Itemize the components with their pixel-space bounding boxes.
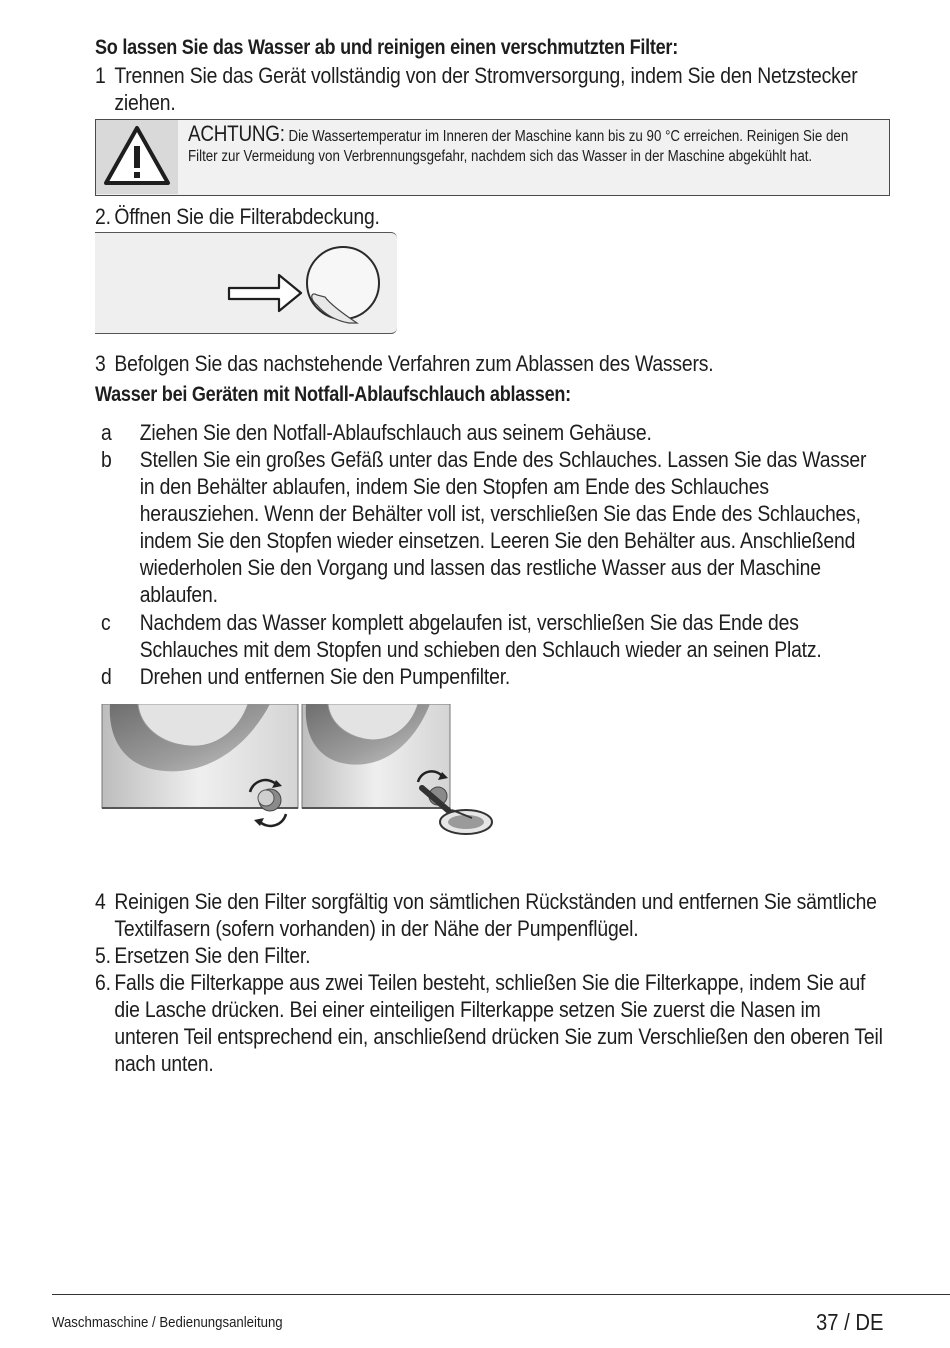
step-number: 1 — [95, 63, 106, 88]
warning-triangle-icon — [96, 120, 178, 194]
substep-text: Drehen und entfernen Sie den Pumpenfilter. — [139, 664, 511, 689]
step-text: Trennen Sie das Gerät vollständig von der Stromversorgung, indem Sie den Netzstecker ziehen. — [114, 63, 858, 115]
substep-letter: c — [101, 610, 111, 635]
warning-label: ACHTUNG: — [188, 121, 285, 146]
warning-body: Die Wassertemperatur im Inneren der Maschine kann bis zu 90 °C erreichen. Reinigen Sie den Filter zur Vermeidung von Verbrennungsgefahr, nachdem sich das Wasser in der Maschine abgekühlt hat. — [188, 128, 849, 165]
warning-text — [188, 121, 859, 167]
step-number: 4 — [95, 889, 106, 914]
page-number: 37 / DE — [816, 1309, 884, 1335]
step-number: 2. — [95, 204, 111, 229]
step-text: Falls die Filterkappe aus zwei Teilen besteht, schließen Sie die Filterkappe, indem Sie auf die Lasche drücken. Bei einer einteiligen Filterkappe setzen Sie zuerst die Nasen im unteren Teil entsprechend ein, anschließend drücken Sie zum Verschließen den oberen Teil nach unten. — [114, 970, 883, 1076]
substep-text: Ziehen Sie den Notfall-Ablaufschlauch aus seinem Gehäuse. — [139, 420, 652, 445]
step-number: 3 — [95, 351, 106, 376]
step-number: 6. — [95, 970, 111, 995]
substep-letter: b — [101, 447, 112, 472]
footer-divider — [52, 1294, 950, 1295]
step-text: Öffnen Sie die Filterabdeckung. — [114, 204, 380, 229]
substep-letter: d — [101, 664, 112, 689]
substep-letter: a — [101, 420, 112, 445]
arrow-right-icon — [229, 275, 301, 311]
pump-filter-illustration — [100, 704, 500, 839]
step-text: Reinigen Sie den Filter sorgfältig von sämtlichen Rückständen und entfernen Sie sämtliche Textilfasern (sofern vorhanden) in der Nähe der Pumpenflügel. — [114, 889, 877, 941]
step-text: Befolgen Sie das nachstehende Verfahren zum Ablassen des Wassers. — [114, 351, 714, 376]
footer-manual-title: Waschmaschine / Bedienungsanleitung — [52, 1314, 283, 1331]
subsection-heading: Wasser bei Geräten mit Notfall-Ablaufschlauch ablassen: — [95, 383, 571, 406]
step-number: 5. — [95, 943, 111, 968]
warning-icon-cell — [96, 120, 178, 194]
filter-cover-illustration — [95, 233, 397, 333]
step-text: Ersetzen Sie den Filter. — [114, 943, 311, 968]
substep-text: Stellen Sie ein großes Gefäß unter das Ende des Schlauches. Lassen Sie das Wasser in den Behälter ablaufen, indem Sie den Stopfen am Ende des Schlauches herausziehen. Wenn der Behälter voll ist, verschließen Sie das Ende des Schlauches, indem Sie den Stopfen wieder einsetzen. Leeren Sie den Behälter aus. Anschließend wiederholen Sie den Vorgang und lassen das restliche Wasser aus der Maschine ablaufen. — [139, 447, 867, 607]
substep-text: Nachdem das Wasser komplett abgelaufen ist, verschließen Sie das Ende des Schlauches mit dem Stopfen und schieben den Schlauch wieder an seinen Platz. — [139, 610, 822, 662]
warning-box — [95, 119, 890, 196]
section-heading: So lassen Sie das Wasser ab und reinigen einen verschmutzten Filter: — [95, 36, 678, 59]
figure-pump-filter — [100, 704, 500, 839]
figure-open-filter-cover — [95, 232, 397, 334]
